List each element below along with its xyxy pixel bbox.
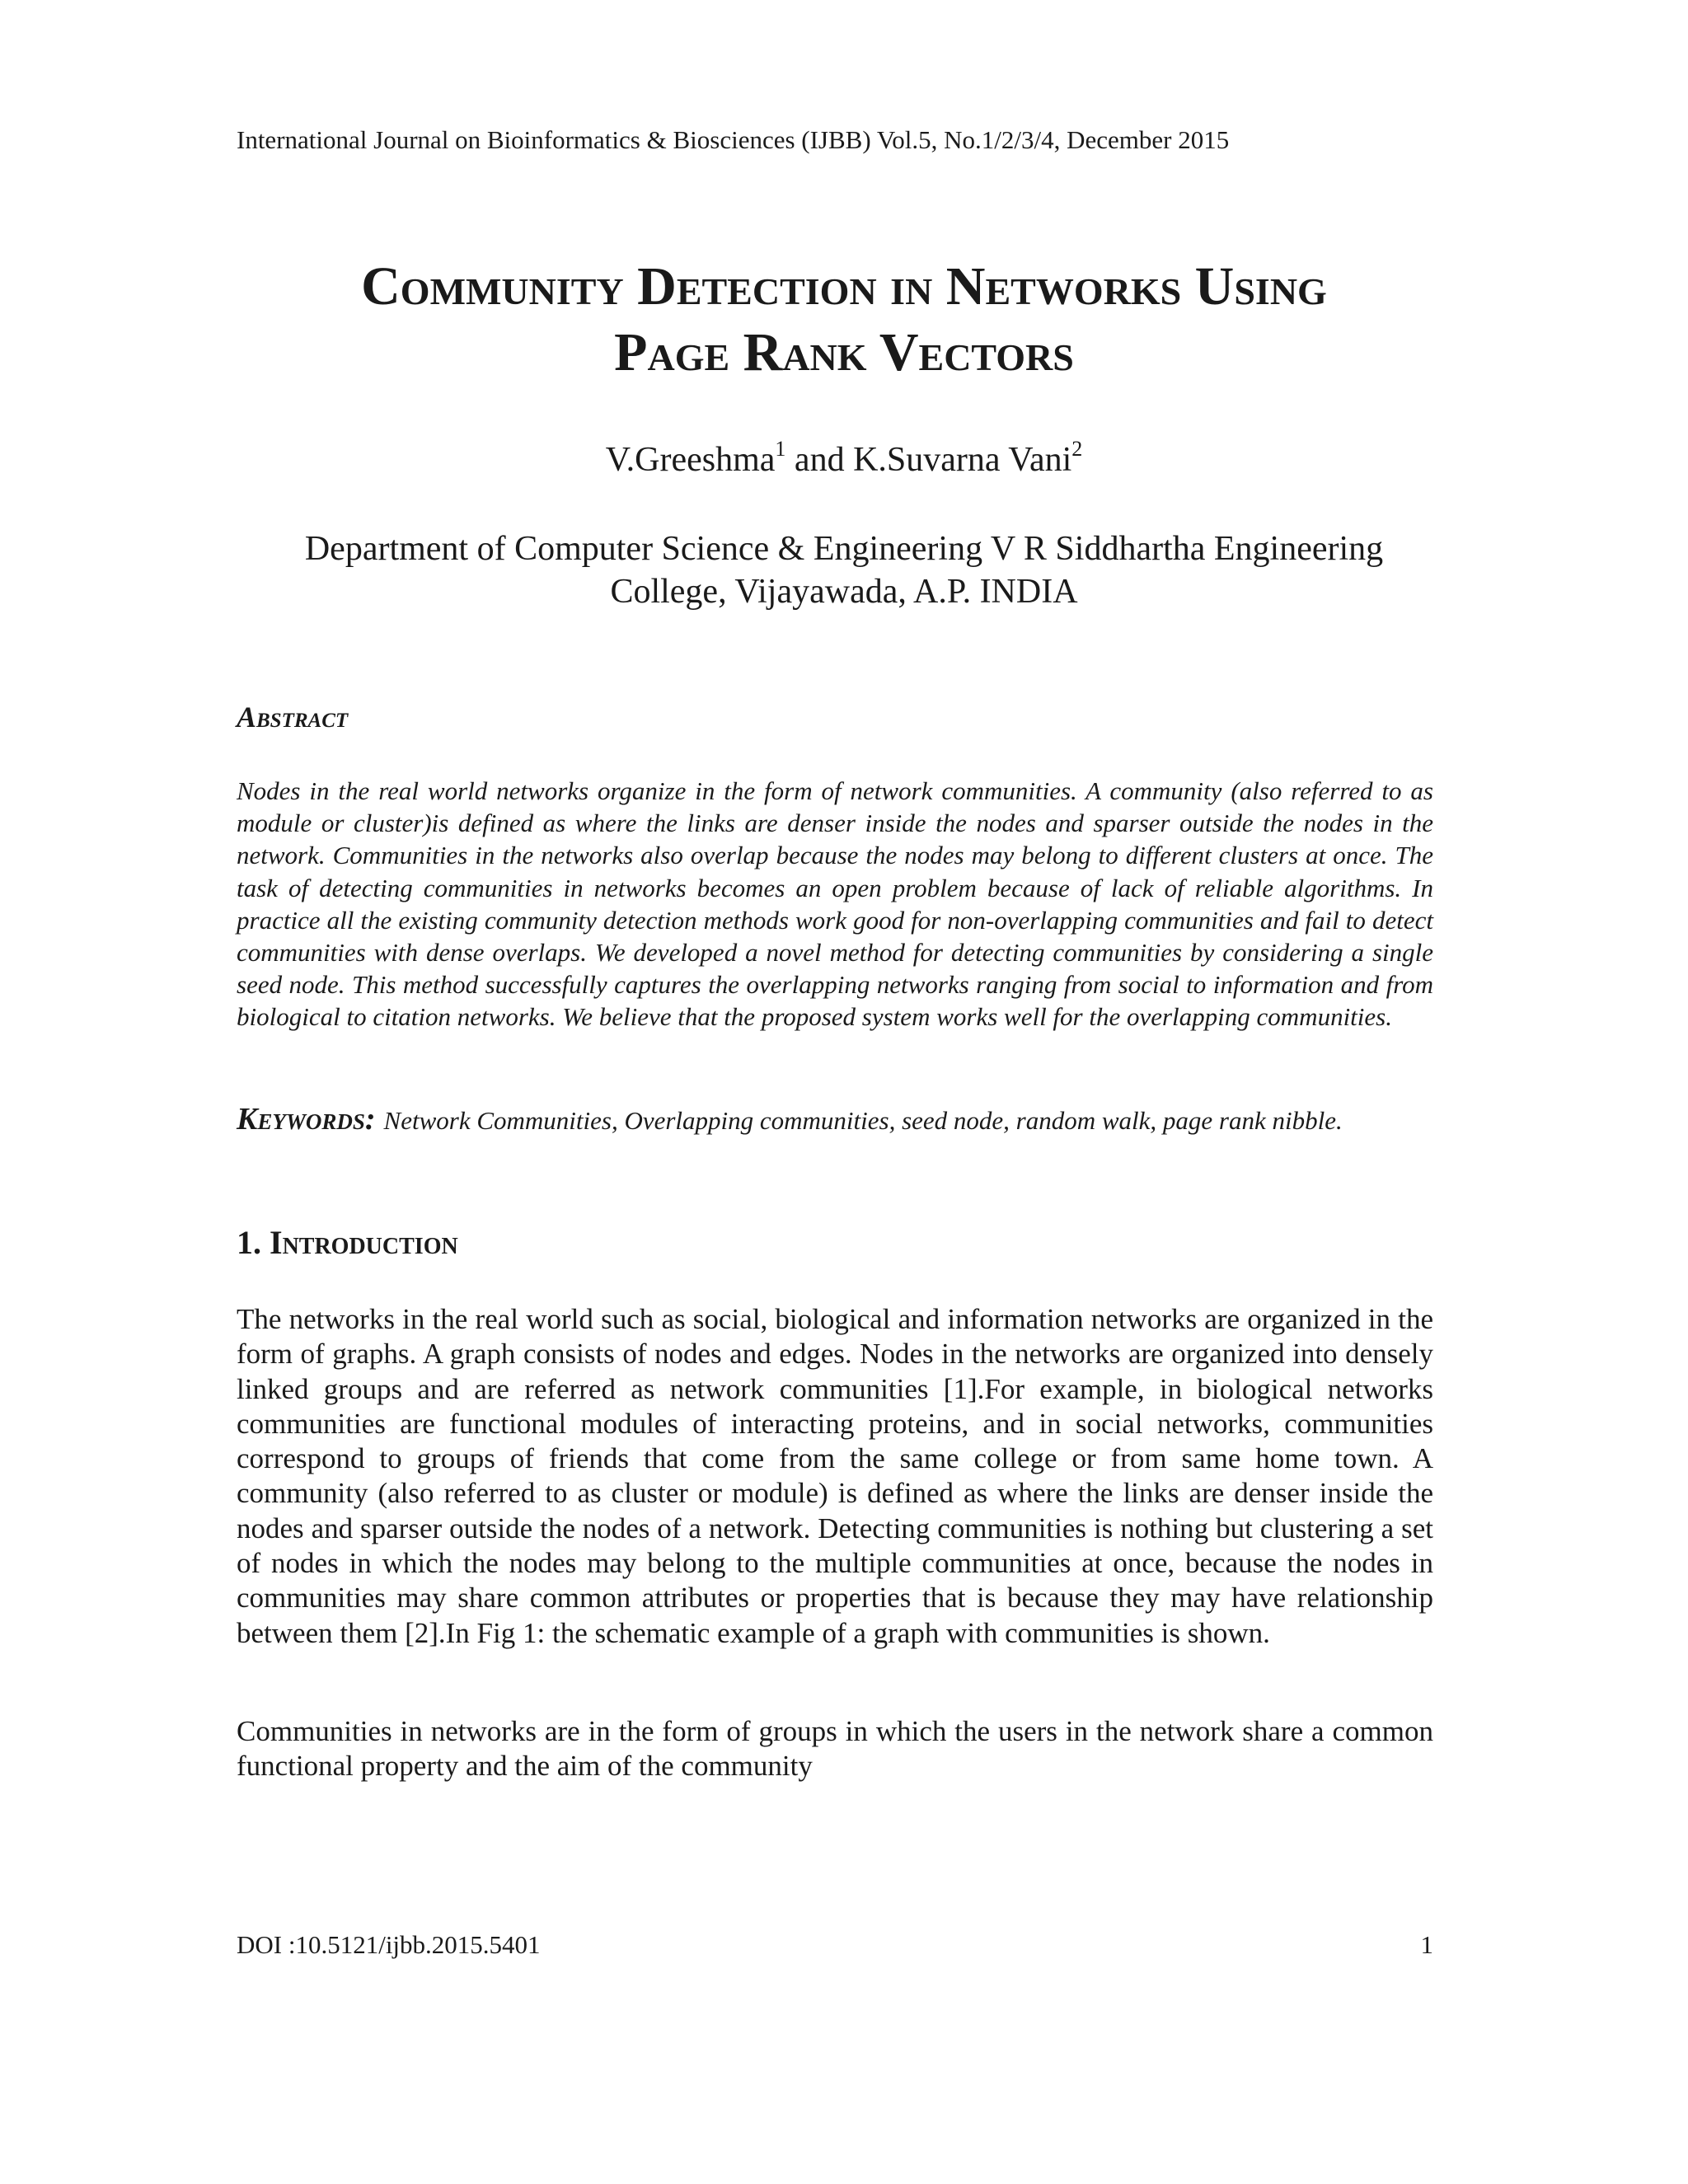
section-title: Introduction [270,1224,458,1261]
author-affiliation-mark: 2 [1071,437,1083,461]
page-number: 1 [1420,1930,1433,1959]
paper-title [165,254,1523,386]
author-affiliation-mark: 1 [775,437,786,461]
keywords-text: Network Communities, Overlapping communities, seed node, random walk, page rank nibble. [383,1106,1343,1135]
abstract-text: Nodes in the real world networks organize in the form of network communities. A community (also referred to as module or cluster)is defined as where the links are denser inside the nodes and sparser outside the nodes in the network. Communities in the networks also overlap because the nodes may belong to different clusters at once. The task of detecting communities in networks becomes an open problem because of lack of reliable algorithms. In practice all the existing community detection methods work good for non-overlapping communities and fail to detect communities with dense overlaps. We developed a novel method for detecting communities by considering a single seed node. This method successfully captures the overlapping networks ranging from social to information and from biological to citation networks. We believe that the proposed system works well for the overlapping communities. [237,776,1433,1032]
author-name: K.Suvarna Vani [853,441,1072,479]
footer-doi: DOI :10.5121/ijbb.2015.5401 [237,1930,541,1959]
affiliation-line-2: College, Vijayawada, A.P. INDIA [610,573,1078,611]
title-line-1: Community Detection in Networks Using [361,256,1327,316]
author-list [0,437,1688,483]
keywords [237,1103,1433,1137]
keywords-label: Keywords: [237,1102,376,1137]
running-header: International Journal on Bioinformatics & Biosciences (IJBB) Vol.5, No.1/2/3/4, December 2015 [237,125,1230,154]
section-number: 1. [237,1224,261,1261]
abstract-heading: Abstract [237,701,349,733]
author-name: V.Greeshma [605,441,776,479]
introduction-paragraph-2: Communities in networks are in the form of groups in which the users in the network share a common functional property and the aim of the community [237,1715,1433,1783]
author-conjunction: and [785,441,854,479]
section-heading-introduction [237,1221,458,1264]
title-line-2: Page Rank Vectors [614,322,1074,382]
affiliation-line-1: Department of Computer Science & Engineering V R Siddhartha Engineering [304,530,1384,568]
affiliation [165,527,1523,613]
introduction-paragraph-1: The networks in the real world such as social, biological and information networks are organized in the form of graphs. A graph consists of nodes and edges. Nodes in the networks are organized into densely linked groups and are referred as network communities [1].For example, in biological networks communities are functional modules of interacting proteins, and in social networks, communities correspond to groups of friends that come from the same college or from same home town. A community (also referred to as cluster or module) is defined as where the links are denser inside the nodes and sparser outside the nodes of a network. Detecting communities is nothing but clustering a set of nodes in which the nodes may belong to the multiple communities at once, because the nodes in communities may share common attributes or properties that is because they may have relationship between them [2].In Fig 1: the schematic example of a graph with communities is shown. [237,1303,1433,1649]
